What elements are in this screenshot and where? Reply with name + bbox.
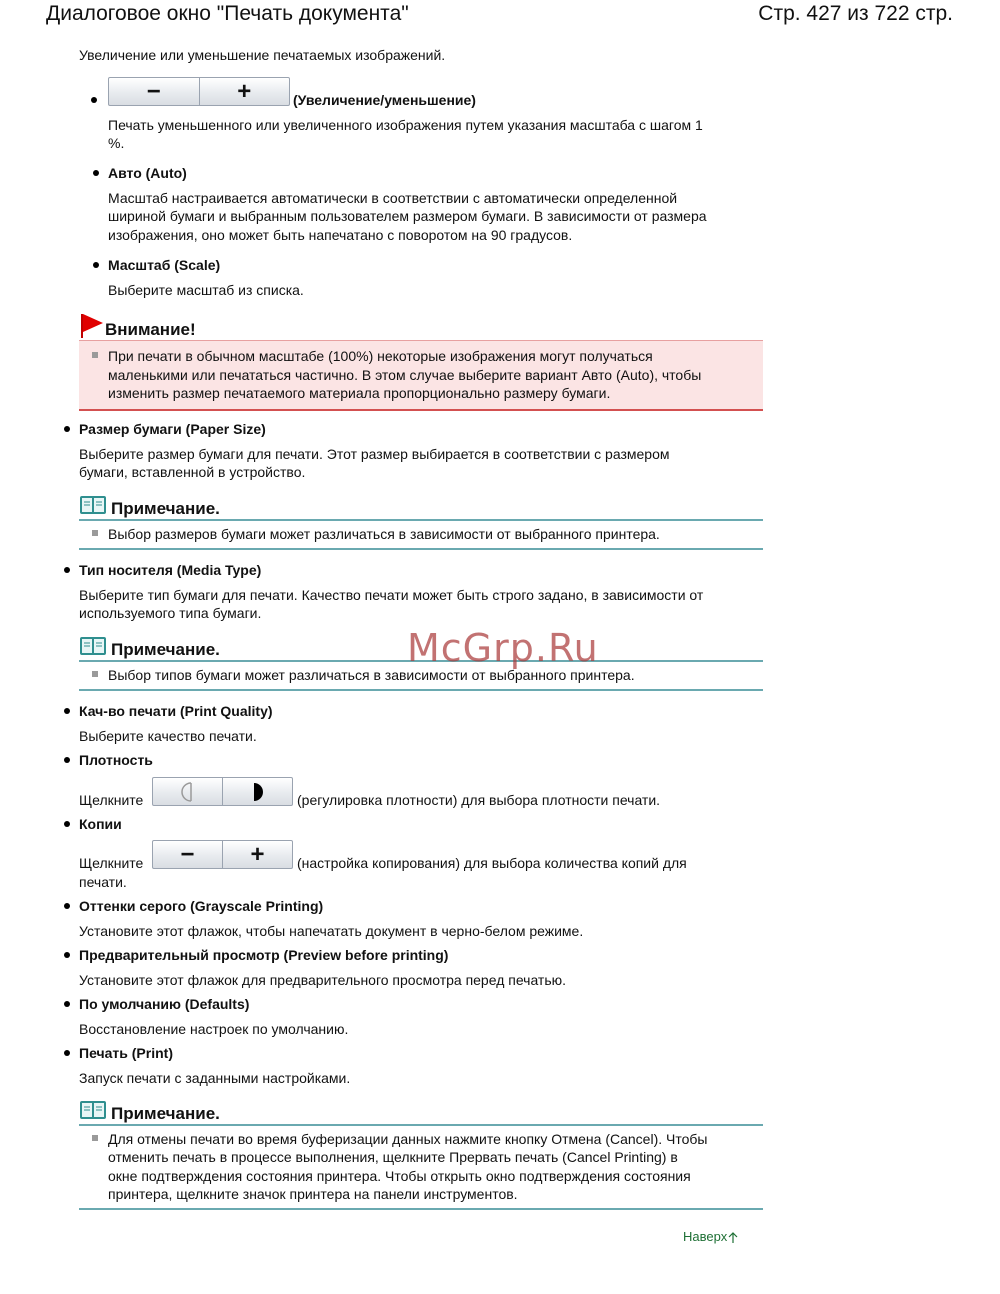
bullet bbox=[64, 567, 70, 573]
density-lighter-button[interactable] bbox=[153, 778, 222, 805]
bullet bbox=[64, 426, 70, 432]
density-dark-icon bbox=[251, 782, 265, 802]
bullet bbox=[64, 952, 70, 958]
warning-flag-icon bbox=[79, 313, 105, 339]
note-3-line-4: принтера, щелкните значок принтера на панели инструментов. bbox=[108, 1186, 518, 1202]
watermark: McGrp.Ru bbox=[407, 626, 599, 670]
paper-size-desc-1: Выберите размер бумаги для печати. Этот размер выбирается в соответствии с размером bbox=[79, 446, 670, 462]
copies-increase-button[interactable]: + bbox=[222, 841, 292, 868]
back-to-top-link[interactable] bbox=[683, 1229, 738, 1244]
zoom-desc-2: %. bbox=[108, 135, 125, 151]
note-title: Примечание. bbox=[111, 640, 220, 659]
note-3-line-3: окне подтверждения состояния принтера. Чтобы открыть окно подтверждения состояния bbox=[108, 1168, 691, 1184]
bullet bbox=[91, 97, 97, 103]
copies-desc-1: (настройка копирования) для выбора количества копий для bbox=[297, 855, 687, 871]
copies-button-group[interactable] bbox=[152, 840, 293, 869]
warning-line-1: При печати в обычном масштабе (100%) некоторые изображения могут получаться bbox=[108, 348, 653, 364]
warning-line-2: маленькими или печататься частично. В этом случае выберите вариант Авто (Auto), чтобы bbox=[108, 367, 702, 383]
zoom-label: (Увеличение/уменьшение) bbox=[293, 92, 476, 108]
auto-label: Авто (Auto) bbox=[108, 165, 187, 181]
scale-label: Масштаб (Scale) bbox=[108, 257, 221, 273]
back-to-top-label[interactable]: Наверх bbox=[683, 1229, 728, 1244]
note-3-line-2: отменить печать в процессе выполнения, щелкните Прервать печать (Cancel Printing) в bbox=[108, 1149, 678, 1165]
auto-desc-2: шириной бумаги и выбранным пользователем размером бумаги. В зависимости от размера bbox=[108, 208, 707, 224]
warning-title: Внимание! bbox=[105, 320, 196, 339]
list-marker bbox=[92, 352, 98, 358]
grayscale-label: Оттенки серого (Grayscale Printing) bbox=[79, 898, 324, 914]
copies-label: Копии bbox=[79, 816, 122, 832]
bullet bbox=[93, 262, 99, 268]
density-desc: (регулировка плотности) для выбора плотности печати. bbox=[297, 792, 661, 808]
zoom-button-group[interactable] bbox=[108, 77, 290, 106]
preview-label: Предварительный просмотр (Preview before printing) bbox=[79, 947, 449, 963]
copies-desc-2: печати. bbox=[79, 874, 127, 890]
list-marker bbox=[92, 671, 98, 677]
density-button-group[interactable] bbox=[152, 777, 293, 806]
note-1-line: Выбор размеров бумаги может различаться в зависимости от выбранного принтера. bbox=[108, 526, 660, 542]
divider bbox=[79, 548, 763, 550]
zoom-in-button[interactable]: + bbox=[199, 78, 290, 105]
density-light-icon bbox=[181, 782, 195, 802]
print-label: Печать (Print) bbox=[79, 1045, 173, 1061]
note-book-icon bbox=[79, 1099, 107, 1121]
divider bbox=[79, 1208, 763, 1210]
note-2-line: Выбор типов бумаги может различаться в зависимости от выбранного принтера. bbox=[108, 667, 635, 683]
auto-desc-1: Масштаб настраивается автоматически в соответствии с автоматически определенной bbox=[108, 190, 678, 206]
list-marker bbox=[92, 530, 98, 536]
note-title: Примечание. bbox=[111, 1104, 220, 1123]
note-3-line-1: Для отмены печати во время буферизации данных нажмите кнопку Отмена (Cancel). Чтобы bbox=[108, 1131, 708, 1147]
quality-label: Кач-во печати (Print Quality) bbox=[79, 703, 273, 719]
arrow-up-icon bbox=[728, 1231, 738, 1243]
preview-desc: Установите этот флажок для предварительного просмотра перед печатью. bbox=[79, 972, 567, 988]
density-click: Щелкните bbox=[79, 792, 144, 808]
media-type-desc-1: Выберите тип бумаги для печати. Качество печати может быть строго задано, в зависимости от bbox=[79, 587, 704, 603]
bullet bbox=[64, 757, 70, 763]
zoom-desc-1: Печать уменьшенного или увеличенного изображения путем указания масштаба с шагом 1 bbox=[108, 117, 703, 133]
divider bbox=[79, 689, 763, 691]
bullet bbox=[64, 821, 70, 827]
scale-desc: Выберите масштаб из списка. bbox=[108, 282, 304, 298]
bullet bbox=[64, 1001, 70, 1007]
list-marker bbox=[92, 1135, 98, 1141]
note-book-icon bbox=[79, 635, 107, 657]
divider bbox=[79, 519, 763, 521]
defaults-desc: Восстановление настроек по умолчанию. bbox=[79, 1021, 349, 1037]
bullet bbox=[64, 903, 70, 909]
paper-size-desc-2: бумаги, вставленной в устройство. bbox=[79, 464, 306, 480]
copies-decrease-button[interactable]: − bbox=[180, 840, 195, 868]
bullet bbox=[64, 708, 70, 714]
document-title: Диалоговое окно "Печать документа" bbox=[46, 2, 409, 25]
media-type-desc-2: используемого типа бумаги. bbox=[79, 605, 262, 621]
media-type-label: Тип носителя (Media Type) bbox=[79, 562, 262, 578]
print-desc: Запуск печати с заданными настройками. bbox=[79, 1070, 351, 1086]
auto-desc-3: изображения, оно может быть напечатано с поворотом на 90 градусов. bbox=[108, 227, 573, 243]
defaults-label: По умолчанию (Defaults) bbox=[79, 996, 250, 1012]
density-darker-button[interactable] bbox=[222, 778, 292, 805]
note-title: Примечание. bbox=[111, 499, 220, 518]
scaling-intro: Увеличение или уменьшение печатаемых изображений. bbox=[79, 47, 446, 63]
page-counter: Стр. 427 из 722 стр. bbox=[758, 2, 953, 25]
density-label: Плотность bbox=[79, 752, 153, 768]
divider bbox=[79, 1124, 763, 1126]
quality-desc: Выберите качество печати. bbox=[79, 728, 257, 744]
note-book-icon bbox=[79, 494, 107, 516]
grayscale-desc: Установите этот флажок, чтобы напечатать документ в черно-белом режиме. bbox=[79, 923, 584, 939]
bullet bbox=[64, 1050, 70, 1056]
paper-size-label: Размер бумаги (Paper Size) bbox=[79, 421, 266, 437]
copies-click: Щелкните bbox=[79, 855, 144, 871]
zoom-out-button[interactable]: − bbox=[146, 77, 161, 105]
bullet bbox=[93, 170, 99, 176]
warning-line-3: изменить размер печатаемого материала пропорционально размеру бумаги. bbox=[108, 385, 611, 401]
